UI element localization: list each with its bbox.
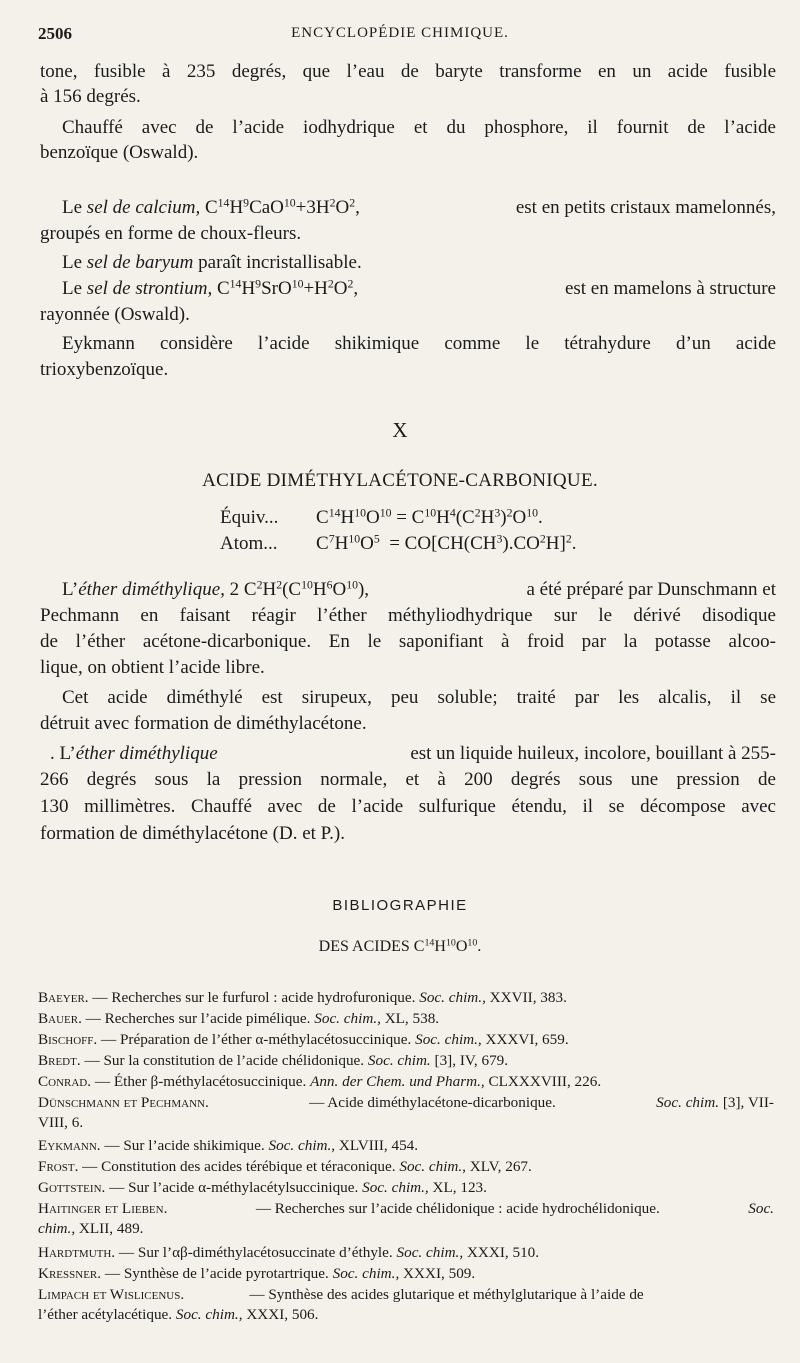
bibliography-entry: Baeyer. — Recherches sur le furfurol : acide hydrofuronique. Soc. chim., XXVII, 383. [38,989,567,1006]
bibliography-entry: Bischoff. — Préparation de l’éther α-méthylacétosuccinique. Soc. chim., XXXVI, 659. [38,1031,569,1048]
running-header: ENCYCLOPÉDIE CHIMIQUE. [291,25,509,41]
paragraph-line: lique, on obtient l’acide libre. [40,657,265,678]
term-italic: sel de baryum [86,252,194,273]
formula-label-equiv: Équiv... [220,507,279,528]
bibliography-entry: Bredt. — Sur la constitution de l’acide chélidonique. Soc. chim. [3], IV, 679. [38,1052,509,1069]
formula-label-atom: Atom... [220,533,278,554]
formula-inline: $C^{14}H^9CaO^{10}+3H^2O^2$, [204,196,360,218]
term-italic: éther diméthylique [75,743,218,764]
paragraph-line: trioxybenzoïque. [40,359,169,380]
formula-equiv: $C^{14}H^{10}O^{10} = C^{10}H^4(C^2H^3)^2O^{10}$. [316,506,543,528]
bibliography-heading: BIBLIOGRAPHIE [332,897,468,914]
paragraph-line: Le sel de calcium, $C^{14}H^9CaO^{10}+3H^2O^2$, est en petits cristaux mamelonnés, [62,196,776,218]
paragraph-line: formation de diméthylacétone (D. et P.). [40,823,345,844]
page-number: 2506 [38,24,72,43]
paragraph-line: rayonnée (Oswald). [40,304,190,325]
bibliography-entry: Eykmann. — Sur l’acide shikimique. Soc. chim., XLVIII, 454. [38,1137,419,1154]
bibliography-entry-continuation: chim., XLII, 489. [38,1220,144,1237]
bibliography-entry: Frost. — Constitution des acides térébique et téraconique. Soc. chim., XLV, 267. [38,1158,532,1175]
section-number: X [392,418,408,442]
section-title: ACIDE DIMÉTHYLACÉTONE-CARBONIQUE. [202,470,598,491]
paragraph-line: groupés en forme de choux-fleurs. [40,223,302,244]
paragraph-line: Eykmann considère l’acide shikimique comme le tétrahydure d’un acide [62,333,776,354]
paragraph-line: à 156 degrés. [40,86,141,107]
paragraph-line: tone, fusible à 235 degrés, que l’eau de baryte transforme en un acide fusible [40,61,776,82]
paragraph-line: . L’éther diméthylique est un liquide huileux, incolore, bouillant à 255- [50,743,776,764]
paragraph-line: Le sel de baryum paraît incristallisable. [62,252,362,273]
bibliography-entry: Limpach et Wislicenus. — Synthèse des acides glutarique et méthylglutarique à l’aide de [38,1286,644,1303]
bibliography-entry-continuation: l’éther acétylacétique. Soc. chim., XXXI, 506. [38,1306,319,1323]
formula-inline: $C^{14}H^9SrO^{10}+H^2O^2$, [216,277,359,299]
bibliography-entry: Haitinger et Lieben. — Recherches sur l’acide chélidonique : acide hydrochélidonique. Soc. [38,1200,774,1217]
term-italic: sel de strontium, [86,278,213,299]
paragraph-line: 266 degrés sous la pression normale, et à 200 degrés sous une pression de [40,769,776,790]
paragraph-line: Le sel de strontium, $C^{14}H^9SrO^{10}+H^2O^2$, est en mamelons à structure [62,277,776,299]
bibliography-entry: Hardtmuth. — Sur l’αβ-diméthylacétosuccinate d’éthyle. Soc. chim., XXXI, 510. [38,1244,540,1261]
bibliography-entry: Dünschmann et Pechmann. — Acide diméthylacétone-dicarbonique. Soc. chim. [3], VII- [38,1094,774,1111]
paragraph-line: Pechmann en faisant réagir l’éther méthyliodhydrique sur le dérivé disodique [40,605,776,626]
formula-atom: $C^7H^{10}O^5 = CO[CH(CH^3).CO^2H]^2$. [316,532,577,554]
term-italic: sel de calcium, [86,197,201,218]
paragraph-line: Chauffé avec de l’acide iodhydrique et du phosphore, il fournit de l’acide [62,117,776,138]
paragraph-line: détruit avec formation de diméthylacétone. [40,713,367,734]
paragraph-line: Cet acide diméthylé est sirupeux, peu soluble; traité par les alcalis, il se [62,687,776,708]
bibliography-subheading: DES ACIDES $C^{14}H^{10}O^{10}$. [318,937,482,955]
bibliography-entry: Bauer. — Recherches sur l’acide pimélique. Soc. chim., XL, 538. [38,1010,440,1027]
bibliography-entry: Kressner. — Synthèse de l’acide pyrotartrique. Soc. chim., XXXI, 509. [38,1265,476,1282]
bibliography-entry: Conrad. — Éther β-méthylacétosuccinique. Ann. der Chem. und Pharm., CLXXXVIII, 226. [38,1073,602,1090]
paragraph-line: 130 millimètres. Chauffé avec de l’acide sulfurique étendu, il se décompose avec [40,796,776,817]
term-italic: éther diméthylique, [78,579,225,600]
paragraph-line: L’éther diméthylique, 2 $C^2H^2(C^{10}H^6O^{10})$, a été préparé par Dunschmann et [62,578,776,600]
paragraph-line: benzoïque (Oswald). [40,142,199,163]
bibliography-entry: Gottstein. — Sur l’acide α-méthylacétylsuccinique. Soc. chim., XL, 123. [38,1179,487,1196]
paragraph-line: de l’éther acétone-dicarbonique. En le saponifiant à froid par la potasse alcoo- [40,631,776,652]
bibliography-entry-continuation: VIII, 6. [38,1114,84,1131]
formula-inline: 2 $C^2H^2(C^{10}H^6O^{10})$, [229,578,370,600]
